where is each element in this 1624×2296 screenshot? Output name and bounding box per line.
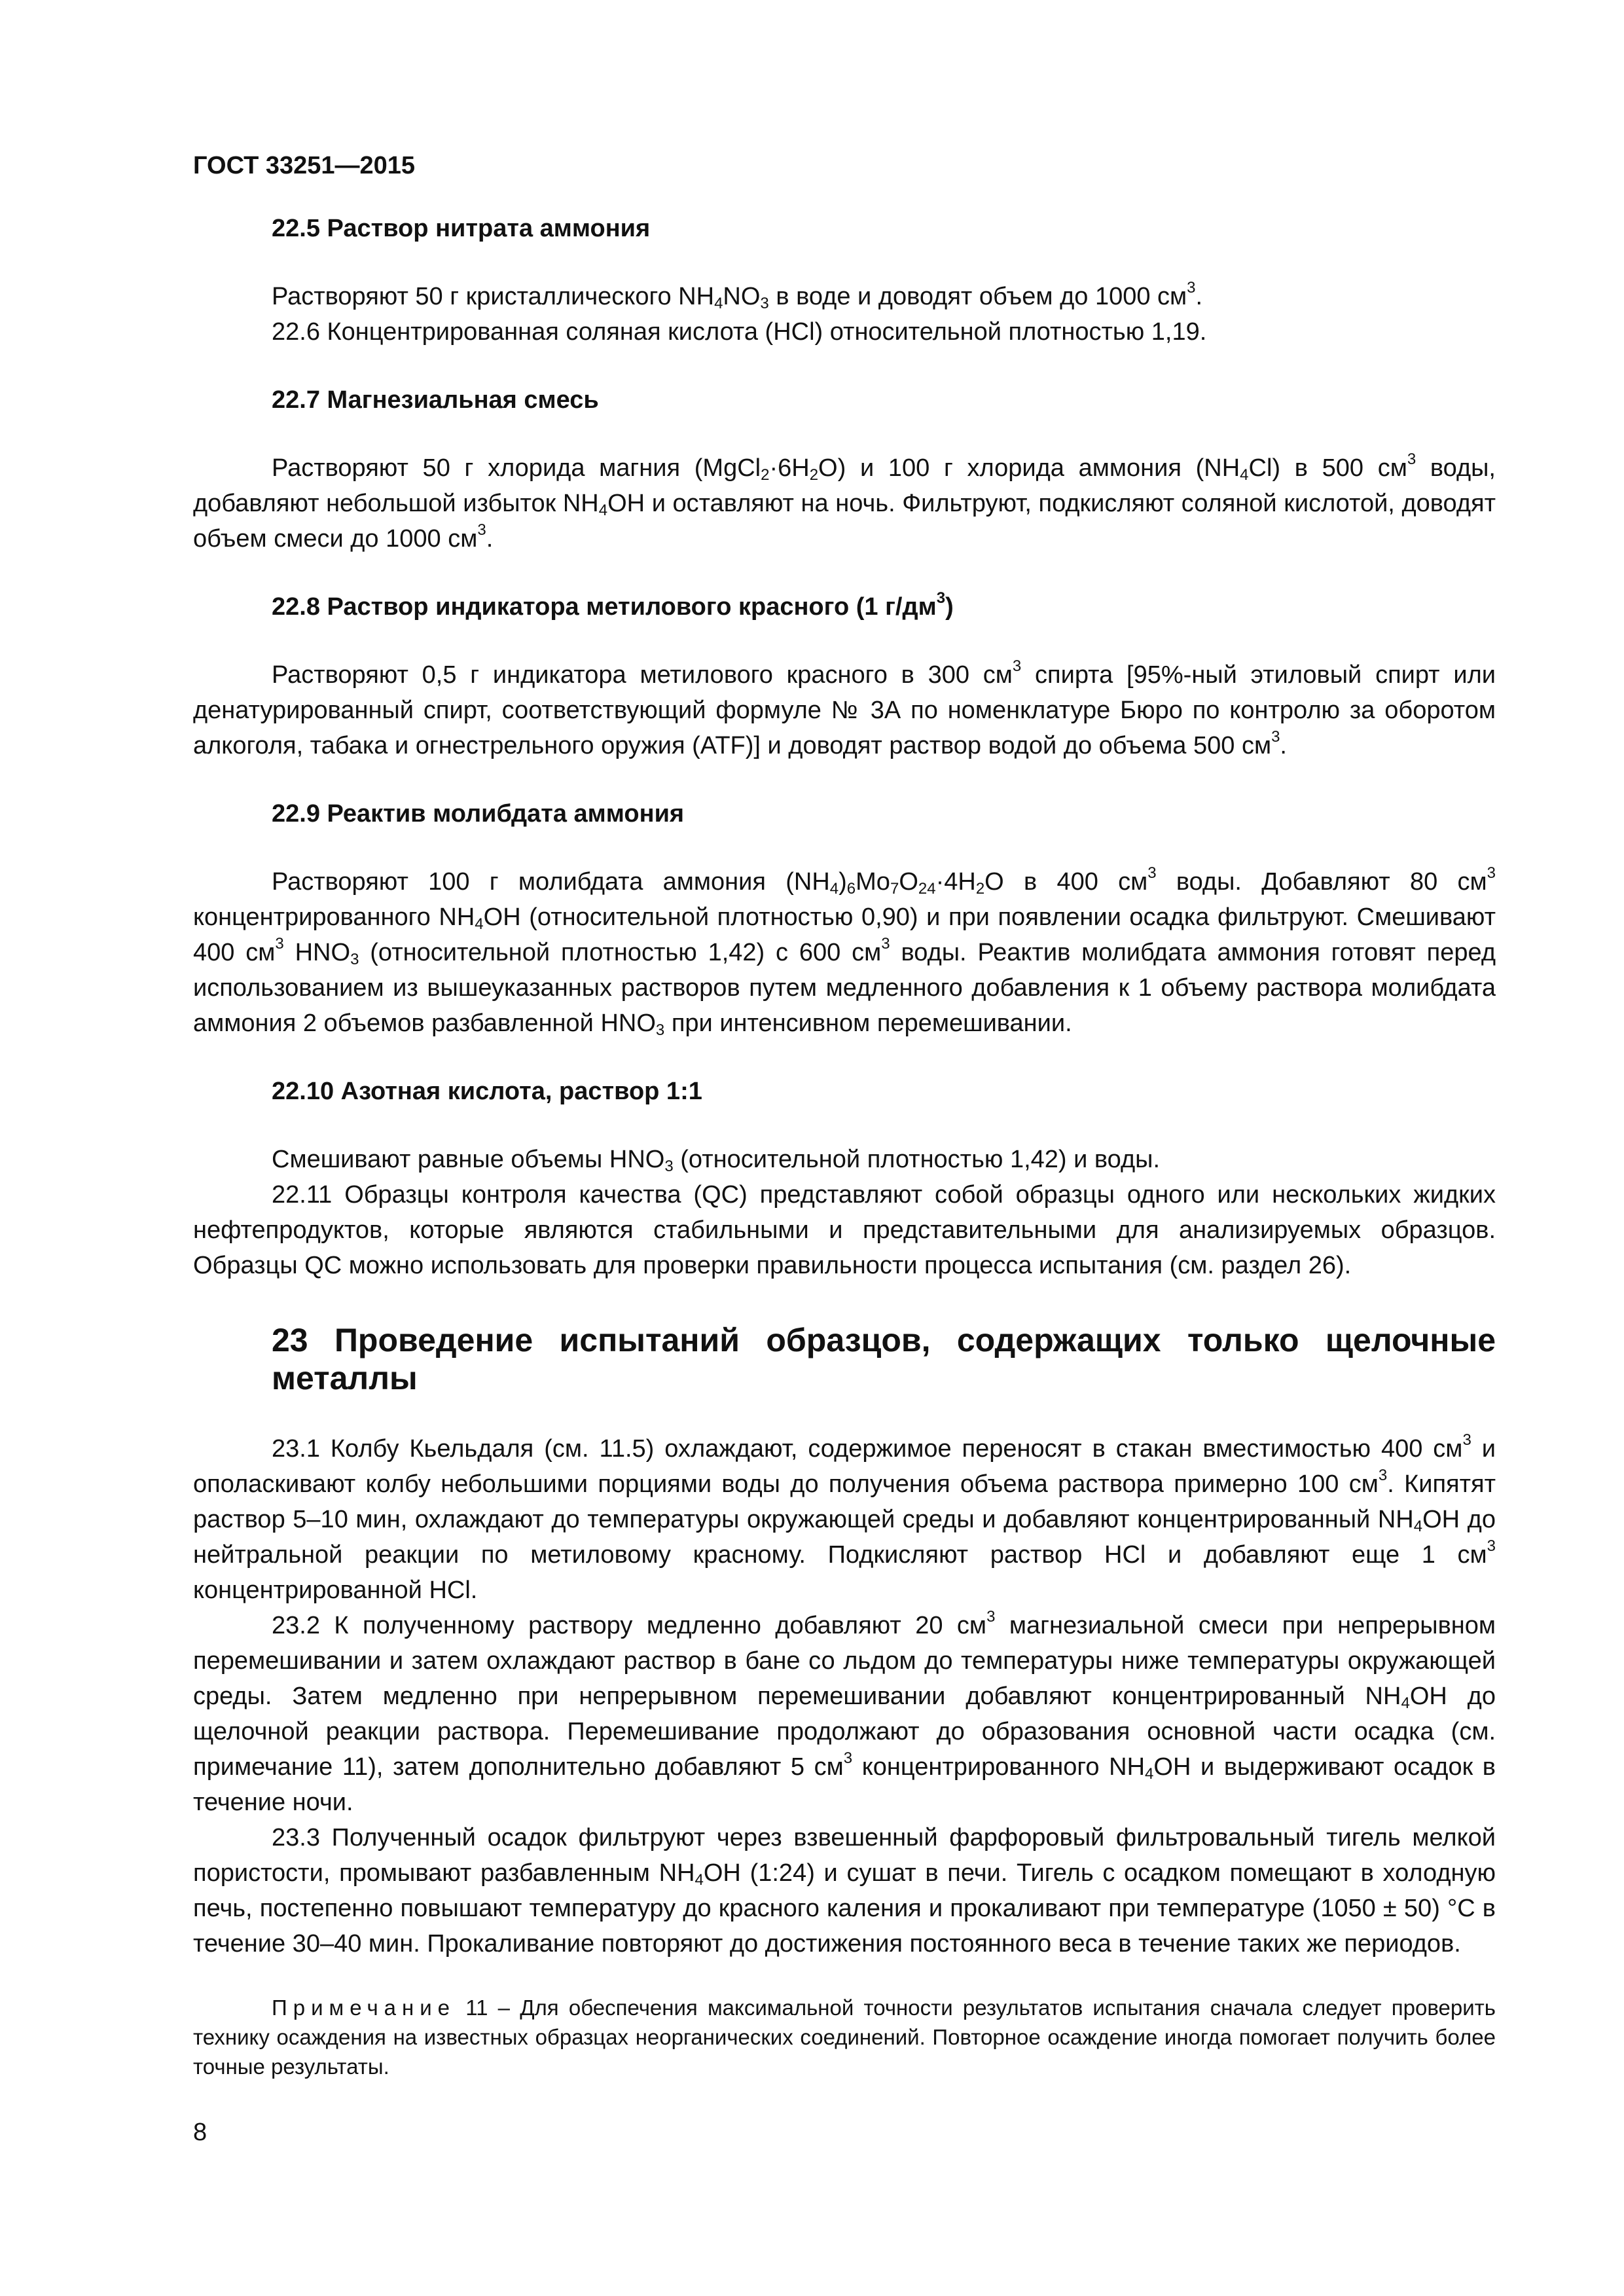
document-body xyxy=(193,211,1496,2081)
section-22-11-text: 22.11 Образцы контроля качества (QC) представляют собой образцы одного или нескольких жидких нефтепродуктов, которые являются стабильными и представительными для анализируемых образцов. Образцы QC можно использовать для проверки правильности процесса испытания (см. раздел 26). xyxy=(193,1181,1496,1279)
section-22-5-text: Растворяют 50 г кристаллического $NH_4NO_3$ в воде и доводят объем до 1000 $см^3$. xyxy=(272,279,1203,312)
section-22-6-text: 22.6 Концентрированная соляная кислота (HCl) относительной плотностью 1,19. xyxy=(272,318,1207,346)
note-label: Примечание xyxy=(272,1995,456,2020)
section-23-2-text: 23.2 К полученному раствору медленно добавляют 20 $см^3$ магнезиальной смеси при непрерывном перемешивании и затем охлаждают раствор в бане со льдом до температуры ниже температуры окружающей среды. Затем медленно при непрерывном перемешивании добавляют концентрированный $NH_4OH$ до щелочной реакции раствора. Перемешивание продолжают до образования основной части осадка (см. примечание 11), затем дополнительно добавляют 5 $см^3$ концентрированного $NH_4OH$ и выдерживают осадок в течение ночи. xyxy=(193,1608,1496,1816)
page-number: 8 xyxy=(193,2119,208,2146)
section-22-9-text: Растворяют 100 г молибдата аммония $(NH_4)_6Mo_7O_{24}\cdot 4H_2O$ в 400 $см^3$ воды. Добавляют 80 $см^3$ концентрированного $NH_4OH$ (относительной плотностью 0,90) и при появлении осадка фильтруют. Смешивают 400 $см^3$ $HNO_3$ (относительной плотностью 1,42) с 600 $см^3$ воды. Реактив молибдата аммония готовят перед использованием из вышеуказанных растворов путем медленного добавления к 1 объему раствора молибдата аммония 2 объемов разбавленной $HNO_3$ при интенсивном перемешивании. xyxy=(193,864,1496,1039)
section-23-1-text: 23.1 Колбу Кьельдаля (см. 11.5) охлаждают, содержимое переносят в стакан вместимостью 400 $см^3$ и ополаскивают колбу небольшими порциями воды до получения объема раствора примерно 100 $см^3$. Кипятят раствор 5–10 мин, охлаждают до температуры окружающей среды и добавляют концентрированный $NH_4OH$ до нейтральной реакции по метиловому красному. Подкисляют раствор HCl и добавляют еще 1 $см^3$ концентрированной HCl. xyxy=(193,1431,1496,1604)
section-22-7-heading: 22.7 Магнезиальная смесь xyxy=(272,386,599,414)
section-22-5-heading: 22.5 Раствор нитрата аммония xyxy=(272,215,651,242)
section-22-10-heading: 22.10 Азотная кислота, раствор 1:1 xyxy=(272,1078,702,1105)
section-22-7-text: Растворяют 50 г хлорида магния $(MgCl_2\cdot 6H_2O)$ и 100 г хлорида аммония $(NH_4Cl)$ в 500 $см^3$ воды, добавляют небольшой избыток $NH_4OH$ и оставляют на ночь. Фильтруют, подкисляют соляной кислотой, доводят объем смеси до 1000 $см^3$. xyxy=(193,450,1496,553)
note-11: Примечание 11 – Для обеспечения максимальной точности результатов испытания сначала следует проверить технику осаждения на известных образцах неорганических соединений. Повторное осаждение иногда помогает получить более точные результаты. xyxy=(193,1995,1496,2079)
section-23-3-text: 23.3 Полученный осадок фильтруют через взвешенный фарфоровый фильтровальный тигель мелкой пористости, промывают разбавленным $NH_4OH$ (1:24) и сушат в печи. Тигель с осадком помещают в холодную печь, постепенно повышают температуру до красного каления и прокаливают при температуре (1050 ± 50) °С в течение 30–40 мин. Прокаливание повторяют до достижения постоянного веса в течение таких же периодов. xyxy=(193,1824,1496,1958)
section-22-8-heading: 22.8 Раствор индикатора метилового красного (1 $г/дм^3$) xyxy=(272,589,954,621)
section-22-8-text: Растворяют 0,5 г индикатора метилового красного в 300 $см^3$ спирта [95%-ный этиловый спирт или денатурированный спирт, соответствующий формуле № 3А по номенклатуре Бюро по контролю за оборотом алкоголя, табака и огнестрельного оружия (ATF)] и доводят раствор водой до объема 500 $см^3$. xyxy=(193,657,1496,759)
section-23-heading: 23 Проведение испытаний образцов, содержащих только щелочные металлы xyxy=(272,1322,1496,1396)
section-22-10-text: Смешивают равные объемы $HNO_3$ (относительной плотностью 1,42) и воды. xyxy=(272,1146,1161,1175)
section-22-9-heading: 22.9 Реактив молибдата аммония xyxy=(272,800,685,828)
document-header: ГОСТ 33251—2015 xyxy=(193,152,416,179)
